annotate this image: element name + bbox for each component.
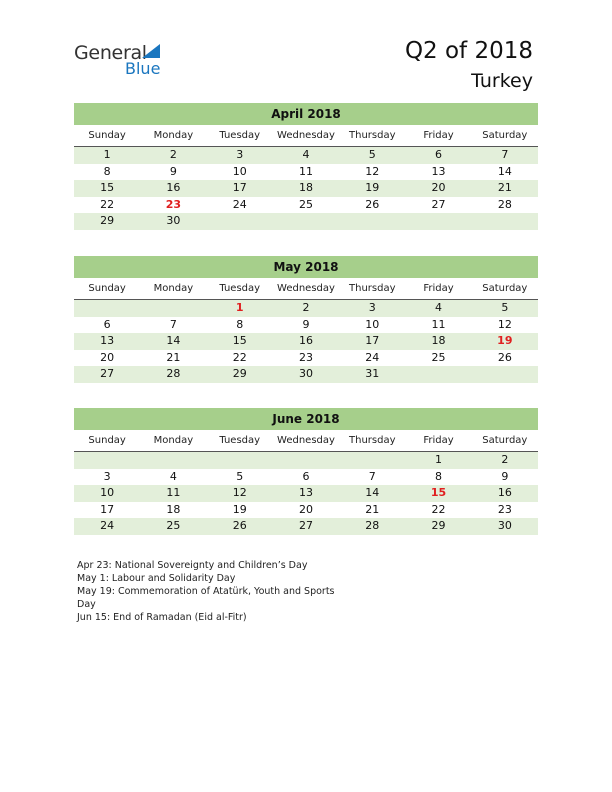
day-cell: 6 [103,317,111,331]
week-row [74,469,538,486]
day-cell [405,213,471,230]
month-header: June 2018 [74,408,538,430]
week-row [74,518,538,535]
week-row [74,300,538,317]
day-cell: 29 [100,214,115,227]
day-cell [273,452,339,469]
day-cell [472,213,538,230]
day-cell: 6 [435,148,443,161]
day-cell: 15 [100,181,115,194]
day-cell: 7 [501,148,509,161]
logo-word-blue: Blue [125,59,161,78]
day-cell: 16 [298,334,313,347]
day-cell: 2 [501,453,509,466]
day-cell: 26 [232,519,247,532]
day-cell: 25 [431,350,446,364]
day-cell: 3 [368,301,376,314]
week-row [74,452,538,469]
day-cell: 20 [298,502,313,516]
day-cell [339,213,405,230]
day-cell: 20 [431,181,446,194]
holiday-note: May 1: Labour and Solidarity Day [77,573,236,584]
day-cell: 13 [431,164,446,178]
weekday-label: Monday [153,283,194,294]
holiday-note: Jun 15: End of Ramadan (Eid al-Fitr) [77,612,247,623]
day-cell: 25 [166,519,181,532]
holiday-day-cell: 1 [235,301,244,314]
day-cell: 12 [497,317,512,331]
day-cell [207,452,273,469]
day-cell: 2 [169,148,177,161]
week-row [74,350,538,367]
day-cell: 27 [431,197,446,211]
month-calendar-april [74,103,538,230]
day-cell: 17 [365,334,380,347]
day-cell [74,300,140,317]
month-calendar-june [74,408,538,535]
day-cell: 5 [368,148,376,161]
weekday-label: Friday [423,283,454,294]
day-cell: 14 [365,486,380,499]
day-cell: 10 [365,317,380,331]
day-cell: 4 [302,148,310,161]
day-cell: 8 [103,164,111,178]
day-cell: 11 [298,164,313,178]
holiday-note: May 19: Commemoration of Atatürk, Youth and Sports Day [77,586,335,610]
page-title: Q2 of 2018 [404,38,533,64]
weekday-label: Sunday [88,435,126,446]
day-cell: 17 [232,181,247,194]
weekday-label: Monday [153,130,194,141]
day-cell: 30 [497,519,512,532]
holiday-note: Apr 23: National Sovereignty and Children’s Day [77,560,308,571]
weekday-label: Thursday [349,130,396,141]
day-cell: 5 [236,469,244,483]
weekday-header-row [74,433,538,452]
week-row [74,366,538,383]
day-cell: 31 [365,367,380,380]
day-cell: 27 [298,519,313,532]
weekday-label: Wednesday [277,130,335,141]
day-cell: 19 [365,181,380,194]
holiday-day-cell: 19 [497,334,513,347]
holiday-notes [77,559,342,624]
weekday-label: Saturday [482,435,528,446]
day-cell [74,452,140,469]
day-cell: 2 [302,301,310,314]
day-cell: 6 [302,469,310,483]
day-cell: 26 [497,350,512,364]
day-cell: 1 [103,148,111,161]
weekday-label: Wednesday [277,435,335,446]
day-cell: 5 [501,301,509,314]
day-cell: 24 [100,519,115,532]
day-cell: 13 [298,486,313,499]
day-cell: 30 [166,214,181,227]
day-cell: 21 [497,181,512,194]
day-cell: 26 [365,197,380,211]
day-cell: 14 [166,334,181,347]
month-header: May 2018 [74,256,538,278]
country-name: Turkey [471,70,533,92]
weekday-header-row [74,128,538,147]
day-cell: 16 [497,486,512,499]
day-cell: 19 [232,502,247,516]
weekday-label: Saturday [482,283,528,294]
week-row [74,164,538,181]
day-cell: 29 [431,519,446,532]
day-cell: 8 [236,317,244,331]
week-row [74,147,538,164]
day-cell: 16 [166,181,181,194]
day-cell [140,452,206,469]
holiday-day-cell: 23 [165,197,182,211]
day-cell: 20 [100,350,115,364]
day-cell: 7 [368,469,376,483]
logo-word-general: General [74,42,147,64]
day-cell [207,213,273,230]
weekday-label: Saturday [482,130,528,141]
week-row [74,197,538,214]
week-row [74,213,538,230]
weekday-label: Sunday [88,130,126,141]
holiday-day-cell: 15 [430,486,447,499]
day-cell: 9 [501,469,509,483]
weekday-label: Friday [423,435,454,446]
week-row [74,502,538,519]
week-row [74,333,538,350]
day-cell: 8 [435,469,443,483]
weekday-header-row [74,281,538,300]
day-cell: 10 [100,486,115,499]
day-cell: 22 [232,350,247,364]
week-row [74,180,538,197]
day-cell: 10 [232,164,247,178]
day-cell [339,452,405,469]
day-cell: 11 [431,317,446,331]
weekday-label: Friday [423,130,454,141]
brand-logo [74,42,174,82]
day-cell: 4 [435,301,443,314]
day-cell: 11 [166,486,181,499]
day-cell: 18 [431,334,446,347]
day-cell [472,366,538,383]
weekday-label: Tuesday [219,435,261,446]
day-cell: 17 [100,502,115,516]
weekday-label: Monday [153,435,194,446]
day-cell: 9 [169,164,177,178]
day-cell [140,300,206,317]
day-cell: 24 [232,197,247,211]
day-cell: 29 [232,367,247,380]
month-calendar-may [74,256,538,383]
day-cell [405,366,471,383]
day-cell: 15 [232,334,247,347]
weekday-label: Tuesday [219,130,261,141]
day-cell: 13 [100,334,115,347]
day-cell: 28 [365,519,380,532]
weekday-label: Wednesday [277,283,335,294]
weekday-label: Thursday [349,283,396,294]
month-header: April 2018 [74,103,538,125]
day-cell: 28 [497,197,512,211]
day-cell: 21 [166,350,181,364]
week-row [74,485,538,502]
day-cell: 28 [166,367,181,380]
weekday-label: Tuesday [219,283,261,294]
day-cell: 27 [100,367,115,380]
day-cell: 18 [298,181,313,194]
day-cell: 18 [166,502,181,516]
day-cell: 1 [435,453,443,466]
day-cell: 30 [298,367,313,380]
day-cell: 4 [169,469,177,483]
weekday-label: Thursday [349,435,396,446]
day-cell: 21 [365,502,380,516]
day-cell: 12 [232,486,247,499]
day-cell: 9 [302,317,310,331]
day-cell: 22 [431,502,446,516]
day-cell [273,213,339,230]
triangle-flag-icon [142,44,160,58]
day-cell: 23 [298,350,313,364]
day-cell: 14 [497,164,512,178]
day-cell: 7 [169,317,177,331]
day-cell: 3 [103,469,111,483]
weekday-label: Sunday [88,283,126,294]
day-cell: 24 [365,350,380,364]
day-cell: 3 [236,148,244,161]
day-cell: 23 [497,502,512,516]
week-row [74,317,538,334]
day-cell: 12 [365,164,380,178]
day-cell: 22 [100,197,115,211]
day-cell: 25 [298,197,313,211]
